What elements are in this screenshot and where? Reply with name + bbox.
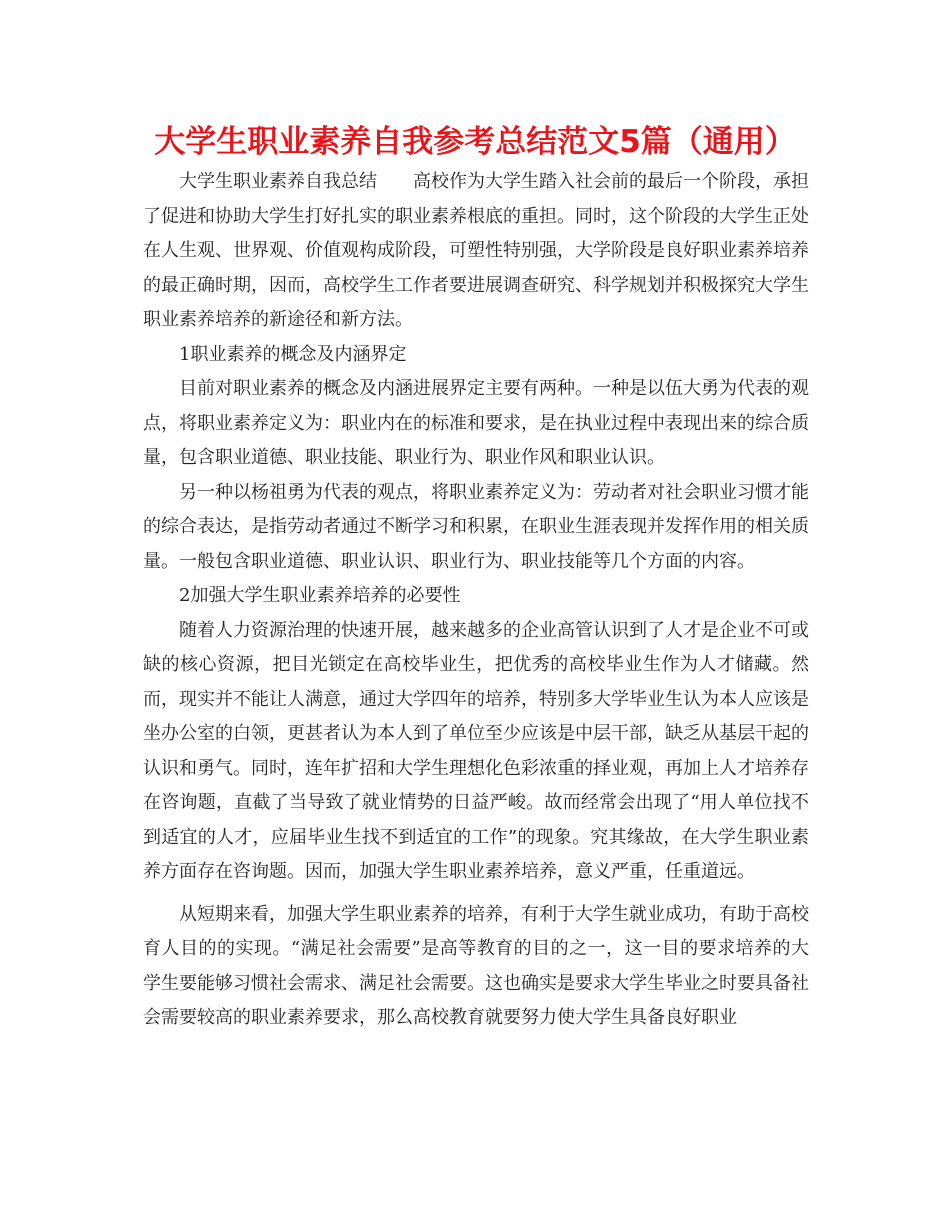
- paragraph-intro: 大学生职业素养自我总结 高校作为大学生踏入社会前的最后一个阶段，承担了促进和协助大学生打好扎实的职业素养根底的重担。同时，这个阶段的大学生正处在人生观、世界观、价值观构成阶段，可塑性特别强，大学阶段是良好职业素养培养的最正确时期，因而，高校学生工作者要进展调查研究、科学规划并积极探究大学生职业素养培养的新途径和新方法。: [143, 171, 809, 330]
- paragraph-definition-2: 另一种以杨祖勇为代表的观点，将职业素养定义为：劳动者对社会职业习惯才能的综合表达，是指劳动者通过不断学习和积累，在职业生涯表现并发挥作用的相关质量。一般包含职业道德、职业认识、职业行为、职业技能等几个方面的内容。: [143, 481, 809, 572]
- paragraph-necessity: 随着人力资源治理的快速开展，越来越多的企业高管认识到了人才是企业不可或缺的核心资源，把目光锁定在高校毕业生，把优秀的高校毕业生作为人才储藏。然而，现实并不能让人满意，通过大学四年的培养，特别多大学毕业生认为本人应该是坐办公室的白领，更甚者认为本人到了单位至少应该是中层干部，缺乏从基层干起的认识和勇气。同时，连年扩招和大学生理想化色彩浓重的择业观，再加上人才培养存在咨询题，直截了当导致了就业情势的日益严峻。故而经常会出现了“用人单位找不到适宜的人才，应届毕业生找不到适宜的工作”的现象。究其缘故，在大学生职业素养方面存在咨询题。因而，加强大学生职业素养培养，意义严重，任重道远。: [143, 619, 809, 882]
- section-heading-2: 2加强大学生职业素养培养的必要性: [179, 585, 461, 606]
- section-heading-1: 1职业素养的概念及内涵界定: [179, 343, 407, 365]
- paragraph-short-term: 从短期来看，加强大学生职业素养的培养，有利于大学生就业成功，有助于高校育人目的的实现。“满足社会需要”是高等教育的目的之一，这一目的要求培养的大学生要能够习惯社会需求、满足社会需要。这也确实是要求大学生毕业之时要具备社会需要较高的职业素养要求，那么高校教育就要努力使大学生具备良好职业: [143, 903, 809, 1028]
- paragraph-definition-1: 目前对职业素养的概念及内涵进展界定主要有两种。一种是以伍大勇为代表的观点，将职业素养定义为：职业内在的标准和要求，是在执业过程中表现出来的综合质量，包含职业道德、职业技能、职业行为、职业作风和职业认识。: [143, 378, 809, 468]
- document-title: 大学生职业素养自我参考总结范文5篇（通用）: [154, 124, 796, 160]
- document-body: [143, 165, 809, 1036]
